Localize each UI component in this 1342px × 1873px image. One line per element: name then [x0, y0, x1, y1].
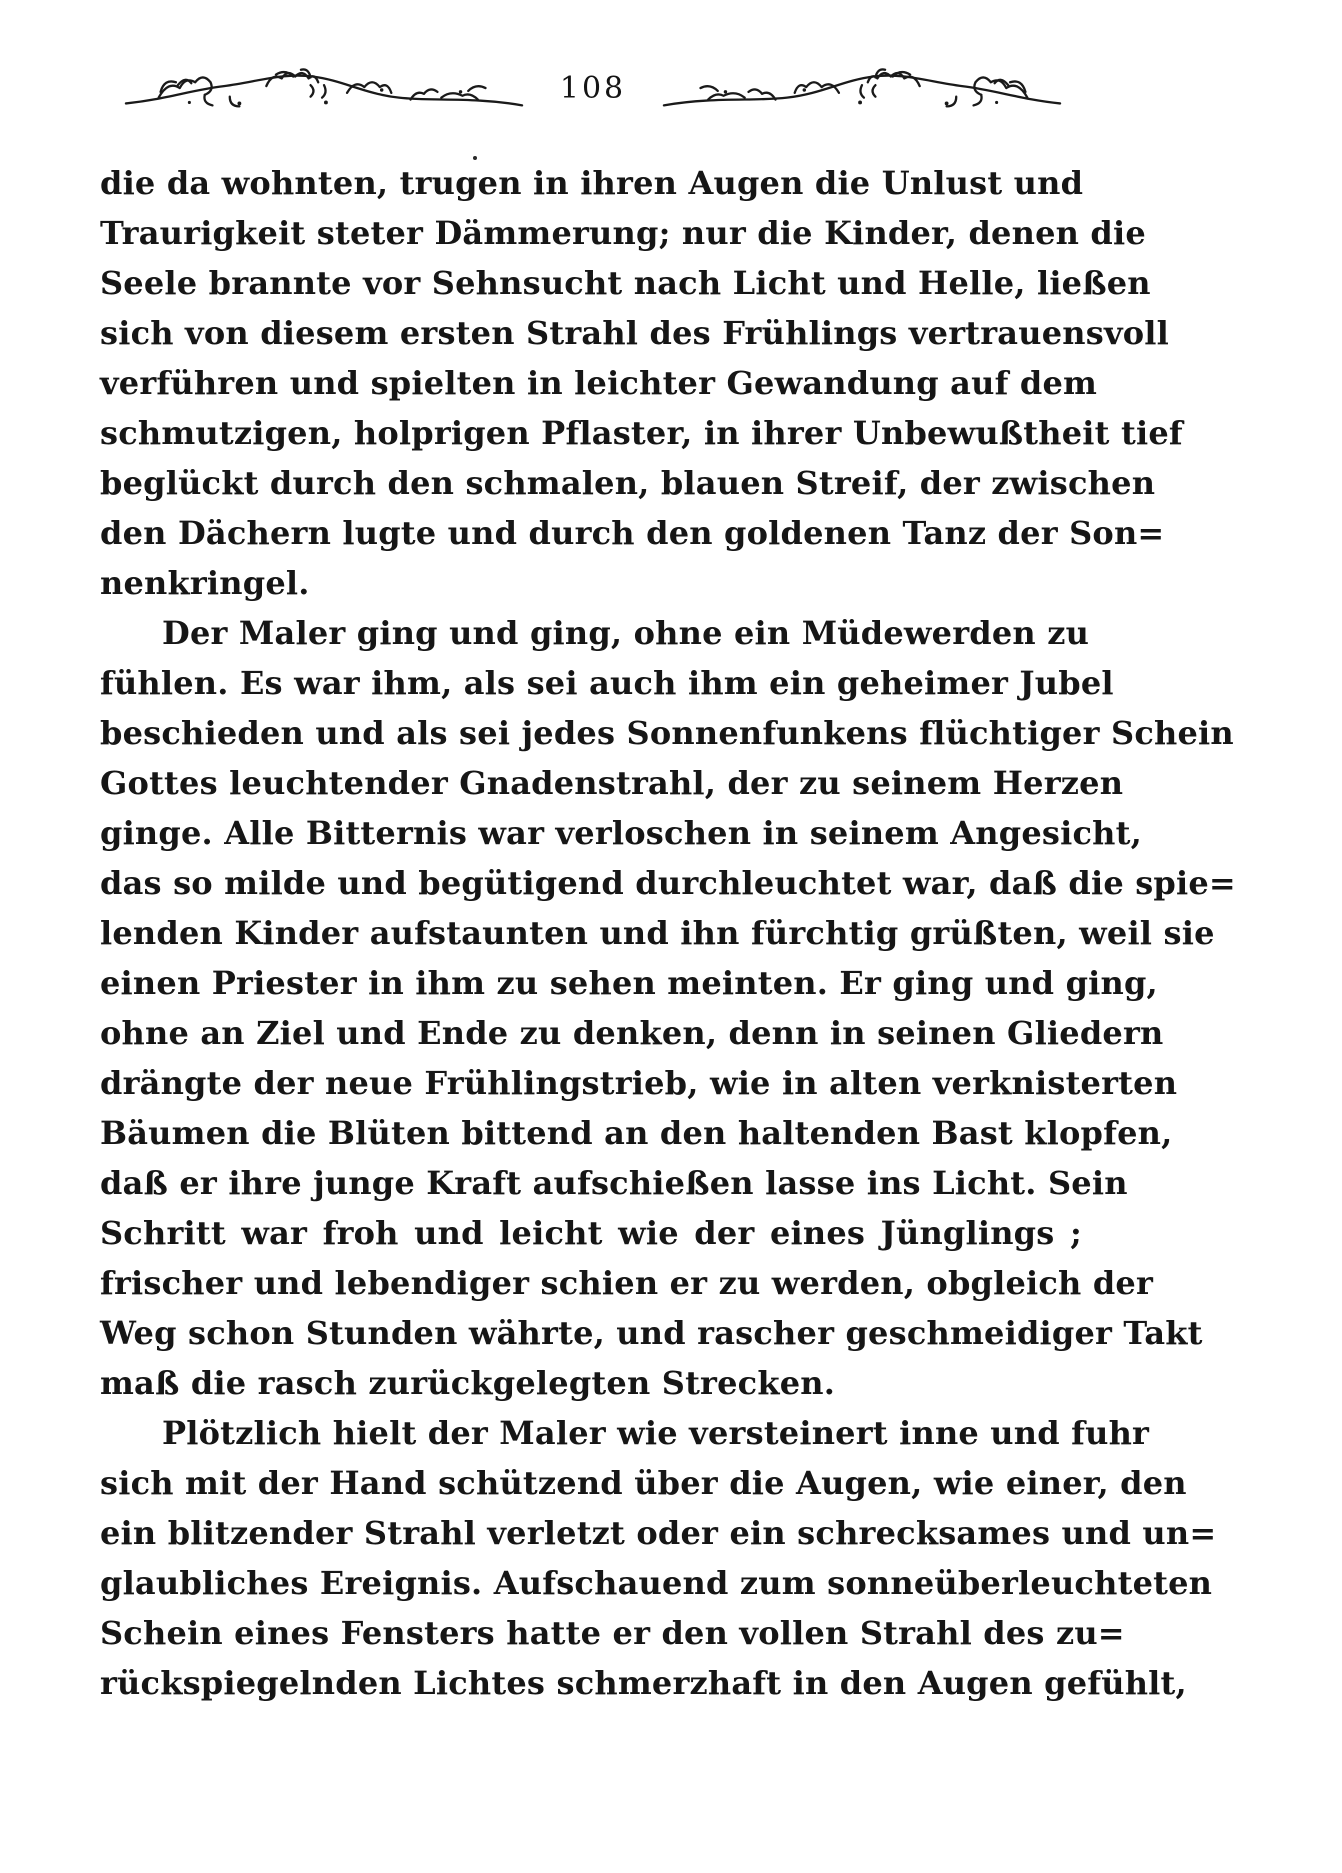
text-line: Bäumen die Blüten bittend an den haltenden Bast klopfen,	[100, 1114, 1173, 1152]
text-line: Traurigkeit steter Dämmerung; nur die Kinder, denen die	[100, 214, 1146, 252]
engraved-flourish-icon	[120, 64, 528, 114]
text-line: ginge. Alle Bitternis war verloschen in seinem Angesicht,	[100, 814, 1142, 852]
text-line: glaubliches Ereignis. Aufschauend zum sonneüberleuchteten	[100, 1564, 1213, 1602]
text-block	[100, 158, 1236, 1708]
text-line: fühlen. Es war ihm, als sei auch ihm ein geheimer Jubel	[100, 664, 1114, 702]
text-line: ohne an Ziel und Ende zu denken, denn in seinen Gliedern	[100, 1014, 1164, 1052]
text-line: Gottes leuchtender Gnadenstrahl, der zu seinem Herzen	[100, 764, 1124, 802]
text-line: verführen und spielten in leichter Gewandung auf dem	[100, 364, 1098, 402]
text-line: die da wohnten, trugen in ihren Augen die Unlust und	[100, 164, 1084, 202]
text-line: Schein eines Fensters hatte er den vollen Strahl des zu=	[100, 1614, 1125, 1652]
text-line: Seele brannte vor Sehnsucht nach Licht und Helle, ließen	[100, 264, 1151, 302]
text-line: daß er ihre junge Kraft aufschießen lasse ins Licht. Sein	[100, 1164, 1128, 1202]
text-line: nenkringel.	[100, 564, 310, 602]
text-line: beglückt durch den schmalen, blauen Streif, der zwischen	[100, 464, 1156, 502]
text-line: rückspiegelnden Lichtes schmerzhaft in den Augen gefühlt,	[100, 1664, 1187, 1702]
text-line: frischer und lebendiger schien er zu werden, obgleich der	[100, 1264, 1154, 1302]
paragraph	[100, 1408, 1217, 1708]
text-line: sich mit der Hand schützend über die Augen, wie einer, den	[100, 1464, 1187, 1502]
text-line: Plötzlich hielt der Maler wie versteinert inne und fuhr	[162, 1414, 1150, 1452]
engraved-flourish-icon	[658, 64, 1066, 114]
paragraph	[100, 608, 1236, 1408]
text-line: maß die rasch zurückgelegten Strecken.	[100, 1364, 836, 1402]
text-line: Weg schon Stunden währte, und rascher geschmeidiger Takt	[100, 1314, 1203, 1352]
text-line: ein blitzender Strahl verletzt oder ein schrecksames und un=	[100, 1514, 1217, 1552]
text-line: den Dächern lugte und durch den goldenen Tanz der Son=	[100, 514, 1165, 552]
text-line: beschieden und als sei jedes Sonnenfunkens flüchtiger Schein	[100, 714, 1234, 752]
text-line: das so milde und begütigend durchleuchtet war, daß die spie=	[100, 864, 1236, 902]
text-line: einen Priester in ihm zu sehen meinten. Er ging und ging,	[100, 964, 1158, 1002]
text-line: sich von diesem ersten Strahl des Frühlings vertrauensvoll	[100, 314, 1169, 352]
page-number: 108	[559, 71, 627, 106]
text-line: schmutzigen, holprigen Pflaster, in ihrer Unbewußtheit tief	[100, 414, 1183, 452]
text-line: lenden Kinder aufstaunten und ihn fürchtig grüßten, weil sie	[100, 914, 1215, 952]
paragraph	[100, 158, 1183, 608]
page-header	[96, 60, 1090, 118]
text-line: drängte der neue Frühlingstrieb, wie in alten verknisterten	[100, 1064, 1178, 1102]
text-line: Schritt war froh und leicht wie der eines Jünglings ;	[100, 1214, 1082, 1252]
text-line: Der Maler ging und ging, ohne ein Müdewerden zu	[162, 614, 1090, 652]
